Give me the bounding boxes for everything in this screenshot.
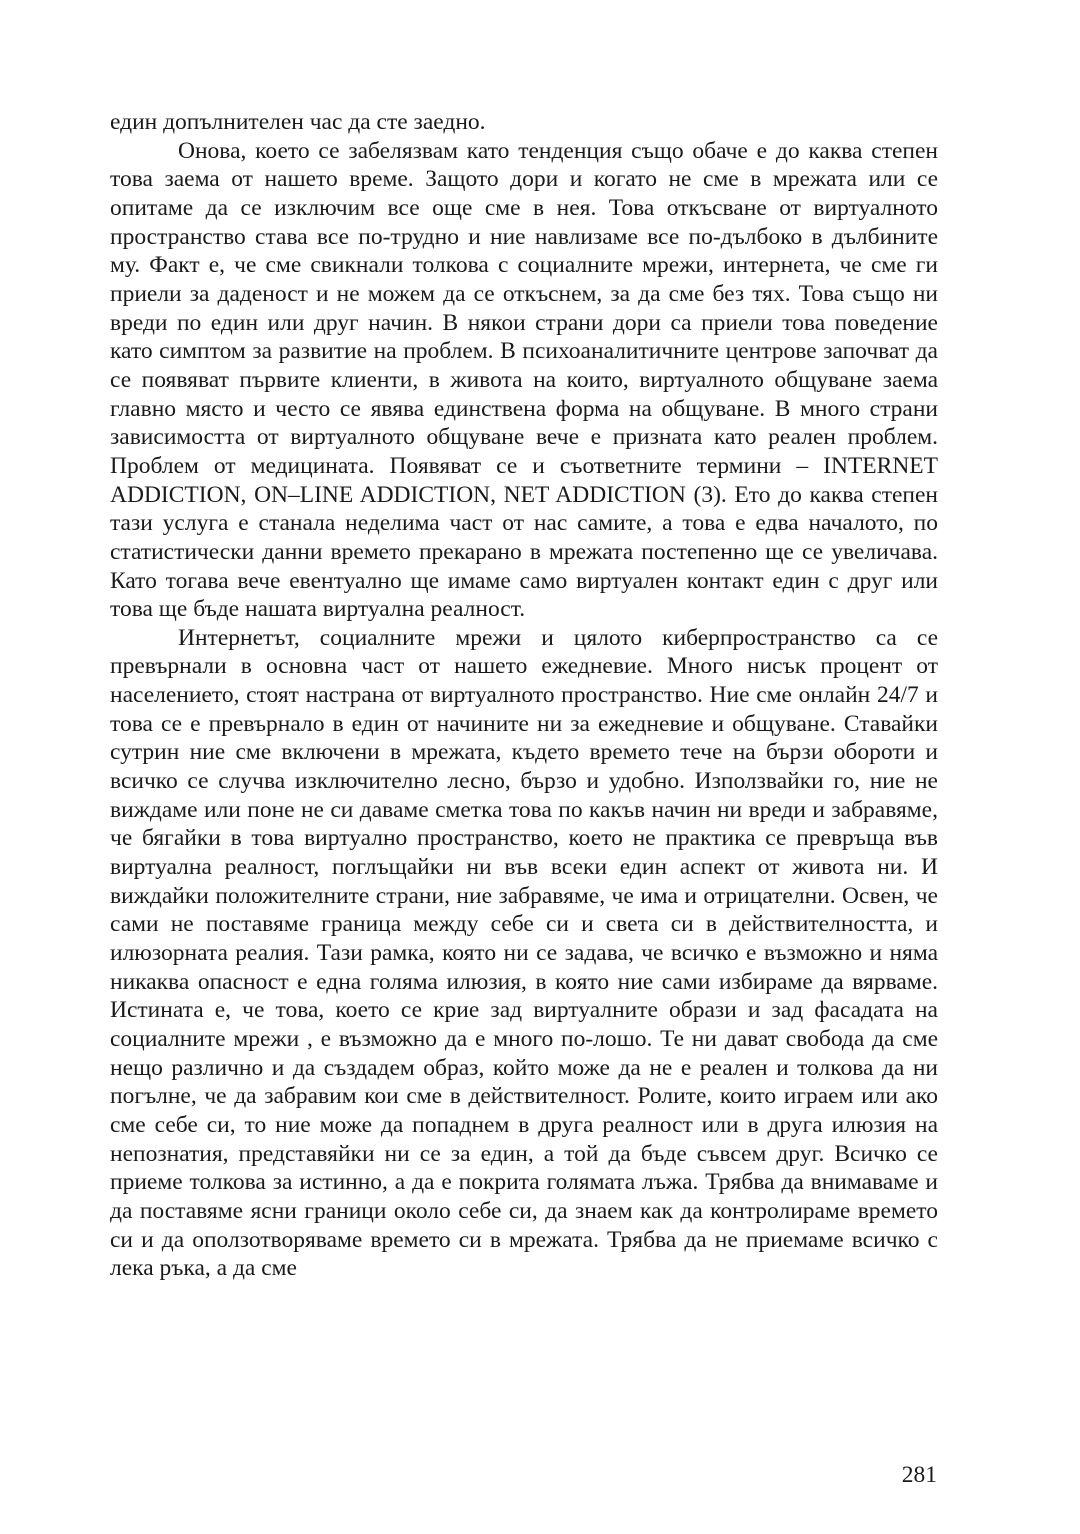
paragraph-continuation: един допълнителен час да сте заедно. (110, 109, 486, 135)
body-text (110, 108, 938, 1283)
page-number: 281 (901, 1462, 937, 1488)
paragraph-internet: Интернетът, социалните мрежи и цялото киберпространство са се превърнали в основна част от нашето ежедневие. Много нисък процент от населението, стоят настрана от виртуалното пространство. Ние сме онлайн 24/7 и това се е превърнало в един от начините ни за ежедневие и общуване. Ставайки сутрин ние сме включени в мрежата, където времето тече на бързи обороти и всичко се случва изключително лесно, бързо и удобно. Използвайки го, ние не виждаме или поне не си даваме сметка това по какъв начин ни вреди и забравяме, че бягайки в това виртуално пространство, което не практика се превръща във виртуална реалност, поглъщайки ни във всеки един аспект от живота ни. И виждайки положителните страни, ние забравяме, че има и отрицателни. Освен, че сами не поставяме граница между себе си и света си в действителността, и илюзорната реалия. Тази рамка, която ни се задава, че всичко е възможно и няма никаква опасност е една голяма илюзия, в която ние сами избираме да вярваме. Истината е, че това, което се крие зад виртуалните образи и зад фасадата на социалните мрежи , е възможно да е много по-лошо. Те ни дават свобода да сме нещо различно и да създадем образ, който може да не е реален и толкова да ни погълне, че да забравим кои сме в действителност. Ролите, които играем или ако сме себе си, то ние може да попаднем в друга реалност или в друга илюзия на непознатия, представяйки ни се за един, а той да бъде съвсем друг. Всичко се приеме толкова за истинно, а да е покрита голямата лъжа. Трябва да внимаваме и да поставяме ясни граници около себе си, да знаем как да контролираме времето си и да оползотворяваме времето си в мрежата. Трябва да не приемаме всичко с лека ръка, а да сме (110, 624, 938, 1282)
paragraph-trend: Онова, което се забелязвам като тенденция също обаче е до каква степен това заема от нашето време. Защото дори и когато не сме в мрежата или се опитаме да се изключим все още сме в нея. Това откъсване от виртуалното пространство става все по-трудно и ние навлизаме все по-дълбоко в дълбините му. Факт е, че сме свикнали толкова с социалните мрежи, интернета, че сме ги приели за даденост и не можем да се откъснем, за да сме без тях. Това също ни вреди по един или друг начин. В някои страни дори са приели това поведение като симптом за развитие на проблем. В психоаналитичните центрове започват да се появяват първите клиенти, в живота на които, виртуалното общуване заема главно място и често се явява единствена форма на общуване. В много страни зависимостта от виртуалното общуване вече е призната като реален проблем. Проблем от медицината. Появяват се и съответните термини – INTERNET ADDICTION, ON–LINE ADDICTION, NET ADDICTION (3). Ето до каква степен тази услуга е станала неделима част от нас самите, а това е едва началото, по статистически данни времето прекарано в мрежата постепенно ще се увеличава. Като тогава вече евентуално ще имаме само виртуален контакт един с друг или това ще бъде нашата виртуална реалност. (110, 137, 938, 623)
